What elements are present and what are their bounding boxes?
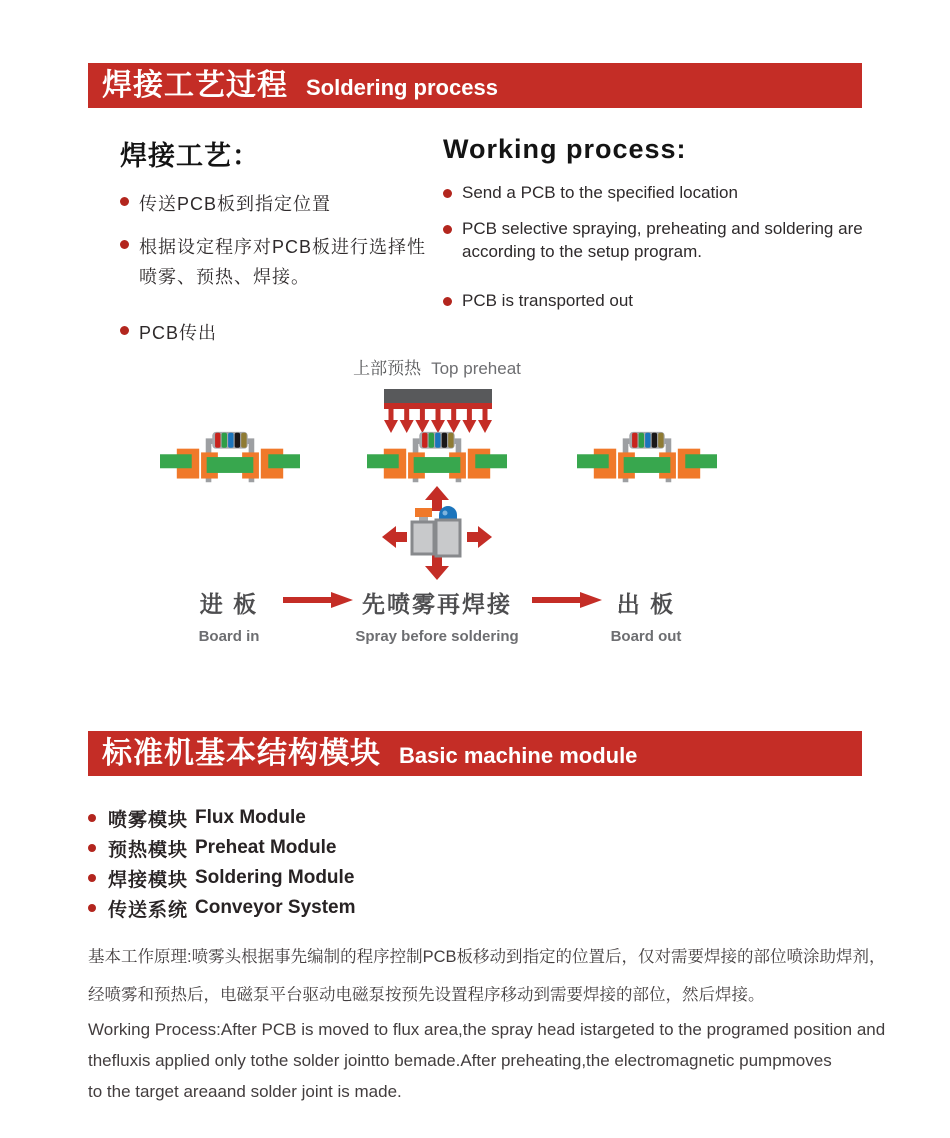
- spray-head-movement-icon: [382, 486, 492, 580]
- pcb-board-out-icon: [577, 430, 717, 486]
- bullet-icon: [443, 189, 452, 198]
- flow-arrow-icon: [283, 592, 353, 608]
- process-item-text: 传送PCB板到指定位置: [139, 194, 332, 214]
- banner-title-zh: 标准机基本结构模块: [102, 737, 381, 770]
- stage-label-en: Spray before soldering: [355, 628, 519, 645]
- basic-machine-module-banner: [88, 731, 862, 776]
- module-item: [88, 803, 356, 833]
- process-item-text: Send a PCB to the specified location: [462, 183, 738, 202]
- module-name-en: Conveyor System: [195, 897, 356, 918]
- bullet-icon: [120, 240, 129, 249]
- working-principle-paragraph: [88, 938, 886, 1107]
- banner-title-zh: 焊接工艺过程: [102, 69, 288, 102]
- module-name-en: Preheat Module: [195, 837, 337, 858]
- process-item: [443, 181, 875, 204]
- bullet-icon: [88, 874, 96, 882]
- process-item-text: according to the setup program.: [462, 242, 703, 261]
- module-name-zh: 喷雾模块: [108, 809, 189, 831]
- top-preheat-label-zh: 上部预热: [353, 359, 422, 378]
- top-preheat-label-en: Top preheat: [431, 359, 521, 378]
- stage-label-en: Board in: [198, 628, 260, 645]
- principle-line-en: thefluxis applied only tothe solder jointto bemade.After preheating,the electromagnetic pumpmoves: [88, 1051, 832, 1070]
- module-name-zh: 预热模块: [108, 839, 189, 861]
- principle-line-en: to the target areaand solder joint is made.: [88, 1082, 402, 1101]
- stage-label-zh: 出 板: [616, 591, 676, 617]
- principle-line-zh: 经喷雾和预热后，电磁泵平台驱动电磁泵按预先设置程序移动到需要焊接的部位，然后焊接。: [88, 986, 765, 1004]
- bullet-icon: [120, 326, 129, 335]
- flow-stage-spray-solder: [337, 586, 537, 645]
- top-heater-icon: [384, 389, 492, 435]
- process-item-text: 根据设定程序对PCB板进行选择性: [139, 237, 427, 257]
- process-item: [120, 318, 435, 348]
- principle-line-en: Working Process:After PCB is moved to flux area,the spray head istargeted to the programed position and: [88, 1020, 886, 1039]
- process-heading-zh: 焊接工艺：: [120, 141, 260, 171]
- stage-label-zh: 进 板: [199, 591, 259, 617]
- stage-label-en: Board out: [610, 628, 682, 645]
- module-name-en: Soldering Module: [195, 867, 355, 888]
- process-item: [120, 189, 435, 219]
- banner-title-en: Basic machine module: [399, 743, 638, 768]
- stage-label-zh: 先喷雾再焊接: [362, 591, 512, 617]
- process-item-text: PCB is transported out: [462, 291, 634, 310]
- bullet-icon: [120, 197, 129, 206]
- module-item: [88, 833, 356, 863]
- module-name-zh: 传送系统: [108, 899, 189, 921]
- pcb-board-in-icon: [160, 430, 300, 486]
- bullet-icon: [88, 844, 96, 852]
- flow-arrow-icon: [532, 592, 602, 608]
- pcb-spray-solder-icon: [367, 430, 507, 486]
- soldering-process-banner: [88, 63, 862, 108]
- process-item-text: PCB传出: [139, 323, 218, 343]
- process-list-zh: [120, 189, 435, 348]
- module-item: [88, 863, 356, 893]
- bullet-icon: [88, 814, 96, 822]
- module-item: [88, 893, 356, 923]
- module-name-en: Flux Module: [195, 807, 306, 828]
- bullet-icon: [88, 904, 96, 912]
- process-column-en: [443, 134, 875, 325]
- module-list: [88, 803, 356, 923]
- module-name-zh: 焊接模块: [108, 869, 189, 891]
- process-item: [443, 289, 875, 312]
- process-item-text: 喷雾、预热、焊接。: [139, 267, 310, 287]
- flow-stage-board-in: [154, 586, 304, 645]
- process-column-zh: [120, 134, 435, 361]
- process-list-en: [443, 181, 875, 312]
- bullet-icon: [443, 297, 452, 306]
- process-heading-en: Working process:: [443, 134, 687, 164]
- banner-title-en: Soldering process: [306, 75, 498, 100]
- process-item: [120, 232, 435, 292]
- principle-line-zh: 基本工作原理:喷雾头根据事先编制的程序控制PCB板移动到指定的位置后，仅对需要焊接的部位喷涂助焊剂，: [88, 948, 886, 966]
- bullet-icon: [443, 225, 452, 234]
- flow-stage-board-out: [571, 586, 721, 645]
- process-item-text: PCB selective spraying, preheating and soldering are: [462, 219, 863, 238]
- process-item: [443, 217, 875, 263]
